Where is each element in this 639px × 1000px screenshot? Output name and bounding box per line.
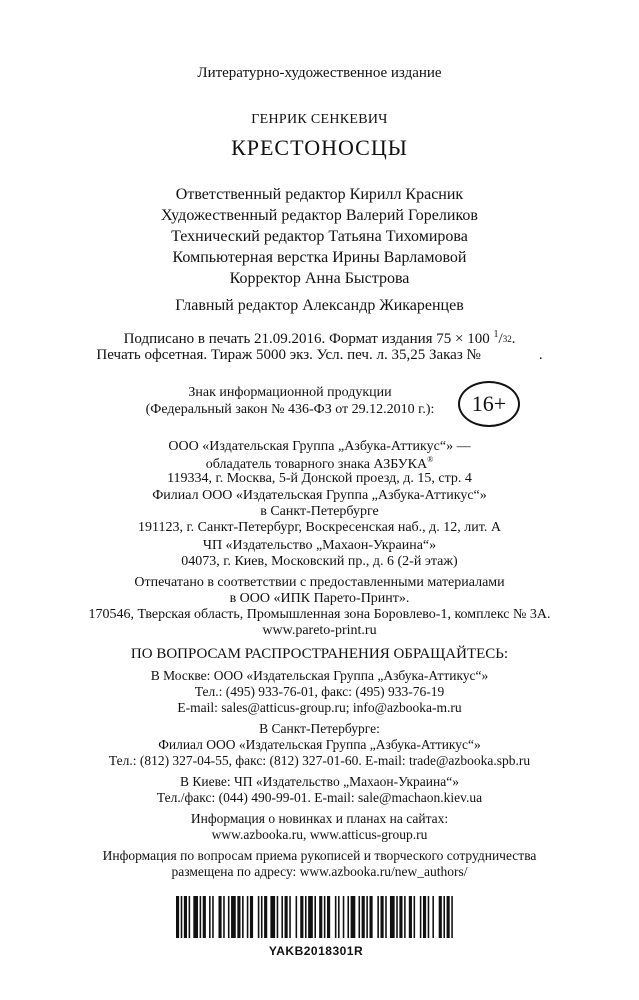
barcode-bar [319,896,322,938]
age-rating-text: 16+ [471,391,507,416]
barcode-bar [351,896,356,938]
distribution-heading: ПО ВОПРОСАМ РАСПРОСТРАНЕНИЯ ОБРАЩАЙТЕСЬ: [130,646,509,662]
barcode-bar [308,896,313,938]
manuscripts-url: размещена по адресу: www.azbooka.ru/new_authors/ [171,864,468,879]
print-run-line [0,348,639,363]
kiev-contact: В Киеве: ЧП «Издательство „Махаон-Украина“» [180,774,459,789]
barcode-bar [314,896,316,938]
print-signed-line [0,330,639,347]
barcode-bar [261,896,263,938]
barcode-bar [181,896,183,938]
barcode-bar [420,896,422,938]
spb-contact: Филиал ООО «Издательская Группа „Азбука-Аттикус“» [158,737,481,752]
barcode-bar [428,896,430,938]
barcode-bar [338,896,340,938]
barcode-bar [343,896,345,938]
barcode-bar [432,896,434,938]
format-fraction-num: 1 [493,329,499,340]
barcode-bar [258,896,260,938]
publisher-trademark-line [0,456,639,472]
branch-name: Филиал ООО «Издательская Группа „Азбука-Аттикус“» [152,488,487,503]
age-rating-badge [458,381,520,427]
barcode-bar [237,896,240,938]
barcode-bar [404,896,406,938]
barcode-bar [184,896,187,938]
barcode-bar [399,896,402,938]
barcode-bar [289,896,291,938]
barcode-bar [231,896,236,938]
barcode-bar [380,896,383,938]
kiev-phone: Тел./факс: (044) 490-99-01. E-mail: sale@machaon.kiev.ua [156,790,483,805]
barcode-bar [242,896,244,938]
barcode-bar [176,896,179,938]
spb-label: В Санкт-Петербурге: [259,721,380,736]
barcode-bar [264,896,267,938]
branch-city: в Санкт-Петербурге [260,504,379,519]
barcode-bar [423,896,426,938]
barcode-bar [189,896,191,938]
moscow-email: E-mail: sales@atticus-group.ru; info@azbooka-m.ru [177,700,462,715]
credit-line: Компьютерная верстка Ирины Варламовой [172,249,467,266]
format-fraction-den: 32 [502,334,512,344]
barcode-bar [358,896,360,938]
printer-address: 170546, Тверская область, Промышленная зона Боровлево-1, комплекс № 3А. [88,607,551,622]
barcode-bar [281,896,283,938]
barcode-bar [209,896,211,938]
barcode-bar [218,896,221,938]
print-run-end: . [538,347,543,363]
author-name: ГЕНРИК СЕНКЕВИЧ [251,112,388,127]
print-signed-end: . [511,331,516,347]
barcode-bar [212,896,214,938]
barcode-bar [414,896,416,938]
barcode-bar [327,896,330,938]
branch-address: 191123, г. Санкт-Петербург, Воскресенская наб., д. 12, лит. А [138,520,501,535]
barcode-bar [335,896,337,938]
barcode-bar [347,896,349,938]
barcode-bar [362,896,365,938]
barcode-bar [223,896,225,938]
info-sign-law: (Федеральный закон № 436-ФЗ от 29.12.2010 г.): [145,402,435,417]
barcode-bar [439,896,442,938]
credit-line: Технический редактор Татьяна Тихомирова [171,228,468,245]
ukraine-publisher: ЧП «Издательство „Махаон-Украина“» [202,538,437,553]
moscow-contact: В Москве: ООО «Издательская Группа „Азбука-Аттикус“» [150,668,489,683]
barcode-bar [193,896,198,938]
publisher-line: ООО «Издательская Группа „Азбука-Аттикус“» — [168,439,471,454]
manuscripts-info: Информация по вопросам приема рукописей и творческого сотрудничества [102,848,537,863]
barcode-bar [443,896,445,938]
registered-mark: ® [427,455,434,464]
barcode-bar [324,896,326,938]
barcode-bar [396,896,398,938]
barcode-bar [200,896,202,938]
moscow-phone: Тел.: (495) 933-76-01, факс: (495) 933-76-19 [194,684,445,699]
chief-editor: Главный редактор Александр Жикаренцев [175,297,464,314]
barcode-number: YAKB2018301R [268,944,364,958]
barcode-bar [270,896,275,938]
print-run-text: Печать офсетная. Тираж 5000 экз. Усл. печ. л. 35,25 Заказ № [96,347,481,363]
barcode-bar [300,896,303,938]
printer-website: www.pareto-print.ru [262,623,377,638]
barcode-bar [409,896,412,938]
print-signed-text: Подписано в печать 21.09.2016. Формат издания 75 × 100 [123,331,494,347]
format-fraction-sep: / [498,331,503,347]
publisher-trademark-text: обладатель товарного знака АЗБУКА [205,457,428,472]
edition-type: Литературно-художественное издание [197,65,442,81]
barcode-bar [385,896,387,938]
info-sign-label: Знак информационной продукции [188,385,392,400]
barcode-bar [228,896,230,938]
barcode-bar [390,896,395,938]
ukraine-address: 04073, г. Киев, Московский пр., д. 6 (2-й этаж) [181,554,458,569]
barcode-bar [366,896,368,938]
spb-phone: Тел.: (812) 327-04-55, факс: (812) 327-01-60. E-mail: trade@azbooka.spb.ru [108,753,531,768]
barcode-bar [250,896,253,938]
barcode-bar [377,896,379,938]
barcode-bar [285,896,288,938]
barcode-bar [203,896,206,938]
barcode-bar [305,896,307,938]
publisher-address: 119334, г. Москва, 5-й Донской проезд, д. 15, стр. 4 [167,471,472,486]
barcode-bar [451,896,453,938]
barcode [176,896,456,938]
credit-line: Корректор Анна Быстрова [229,270,410,287]
barcode-bar [296,896,298,938]
barcode-bar [247,896,249,938]
barcode-bar [277,896,279,938]
printed-note: Отпечатано в соответствии с предоставленными материалами [134,575,505,590]
book-title: КРЕСТОНОСЦЫ [231,135,408,160]
news-info: Информация о новинках и планах на сайтах: [190,811,449,826]
news-sites: www.azbooka.ru, www.atticus-group.ru [211,827,428,842]
printer-name: в ООО «ИПК Парето-Принт». [229,591,410,606]
barcode-bar [447,896,450,938]
credit-line: Художественный редактор Валерий Гореликов [161,207,478,224]
credit-line: Ответственный редактор Кирилл Красник [175,186,464,203]
barcode-bar [369,896,372,938]
